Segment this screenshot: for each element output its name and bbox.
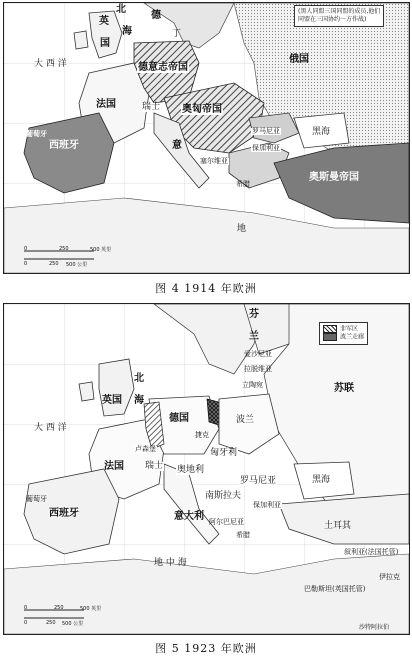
map-label: 地 xyxy=(237,224,247,234)
map-label: 奥地利 xyxy=(177,465,205,475)
map-label: 拉脱维亚 xyxy=(244,365,272,373)
map-label: 罗马尼亚 xyxy=(252,127,280,135)
map-label: 巴勒斯坦(英国托管) xyxy=(304,585,366,593)
map-label: 北 xyxy=(116,4,126,15)
map-1914-drawing xyxy=(4,3,409,273)
map-label: 德意志帝国 xyxy=(138,62,188,73)
map-label: 海 xyxy=(122,26,132,37)
map-label: 叙利亚(法国托管) xyxy=(344,548,399,556)
map-label: 保加利亚 xyxy=(252,144,280,152)
map-label: 葡萄牙 xyxy=(26,130,47,138)
scale-label: 0 xyxy=(24,620,28,626)
scale-label: 0 xyxy=(24,246,28,252)
map-label: 法国 xyxy=(104,461,124,472)
legend-line: 同盟在三国协约一方作战) xyxy=(298,15,367,23)
map-label: 西班牙 xyxy=(49,508,79,519)
map-label: 国 xyxy=(100,38,110,49)
map-1914 xyxy=(3,2,410,274)
map-label: 瑞士 xyxy=(145,461,164,471)
scale-label: 500 公里 xyxy=(66,262,88,268)
legend-1914 xyxy=(294,5,384,27)
hatch-swatch xyxy=(323,325,337,333)
map-label: 法国 xyxy=(96,99,116,110)
figure-caption-1923: 图 5 1923 年欧洲 xyxy=(155,642,257,655)
scale-label: 0 xyxy=(24,261,28,267)
scale-label: 500 公里 xyxy=(62,621,84,627)
map-label: 丁 xyxy=(172,29,182,39)
scale-label: 250 xyxy=(46,620,56,626)
map-label: 奥斯曼帝国 xyxy=(309,172,359,183)
scale-label: 0 xyxy=(24,605,28,611)
map-label: 希腊 xyxy=(236,531,250,539)
map-label: 黑海 xyxy=(312,475,331,485)
map-label: 兰 xyxy=(249,331,259,342)
map-label: 西班牙 xyxy=(49,140,79,151)
legend-label: 波兰走廊 xyxy=(340,333,365,341)
map-label: 英国 xyxy=(102,395,122,406)
map-label: 意大利 xyxy=(174,511,204,522)
legend-entry-demilitarized xyxy=(323,325,364,333)
map-label: 波兰 xyxy=(236,415,255,425)
map-label: 英 xyxy=(99,16,109,27)
map-label: 奥匈帝国 xyxy=(182,104,222,115)
legend-1923 xyxy=(319,322,368,345)
scale-label: 500 英里 xyxy=(90,247,112,253)
map-label: 保加利亚 xyxy=(253,501,281,509)
map-1923 xyxy=(3,303,410,635)
map-label: 苏联 xyxy=(334,383,354,394)
map-label: 阿尔巴尼亚 xyxy=(209,518,244,526)
map-label: 地 中 海 xyxy=(154,558,187,568)
map-label: 德 xyxy=(151,10,161,21)
map-label: 海 xyxy=(134,395,144,406)
scale-label: 250 xyxy=(59,246,69,252)
map-label: 爱沙尼亚 xyxy=(244,350,272,358)
legend-entry-corridor xyxy=(323,333,364,341)
scale-label: 500 英里 xyxy=(80,606,102,612)
map-label: 俄国 xyxy=(289,54,309,65)
map-label: 希腊 xyxy=(236,180,250,188)
map-label: 罗马尼亚 xyxy=(240,476,277,486)
map-label: 塞尔维亚 xyxy=(200,157,228,165)
map-credit: 沙特阿拉伯 xyxy=(359,624,390,631)
map-label: 捷克 xyxy=(195,431,209,439)
map-label: 德国 xyxy=(169,413,189,424)
scale-label: 250 xyxy=(54,605,64,611)
map-label: 伊拉克 xyxy=(379,573,400,581)
map-label: 瑞士 xyxy=(142,102,161,112)
cross-swatch xyxy=(323,333,337,341)
map-label: 葡萄牙 xyxy=(26,495,47,503)
map-label: 匈牙利 xyxy=(210,448,238,458)
legend-line: (黑人同盟三国同盟的成员,他们 xyxy=(298,8,381,15)
legend-label: 非军区 xyxy=(340,325,359,333)
map-label: 土耳其 xyxy=(324,521,352,531)
map-label: 大 西 洋 xyxy=(34,423,67,433)
map-label: 立陶宛 xyxy=(242,381,263,389)
map-label: 黑海 xyxy=(312,127,331,137)
map-label: 芬 xyxy=(249,309,259,320)
map-label: 卢森堡 xyxy=(135,445,156,453)
scale-label: 250 xyxy=(49,261,59,267)
map-label: 南斯拉夫 xyxy=(205,491,242,501)
figure-caption-1914: 图 4 1914 年欧洲 xyxy=(155,282,257,295)
map-label: 意 xyxy=(172,140,182,151)
map-label: 北 xyxy=(134,373,144,384)
map-label: 大 西 洋 xyxy=(34,59,67,69)
